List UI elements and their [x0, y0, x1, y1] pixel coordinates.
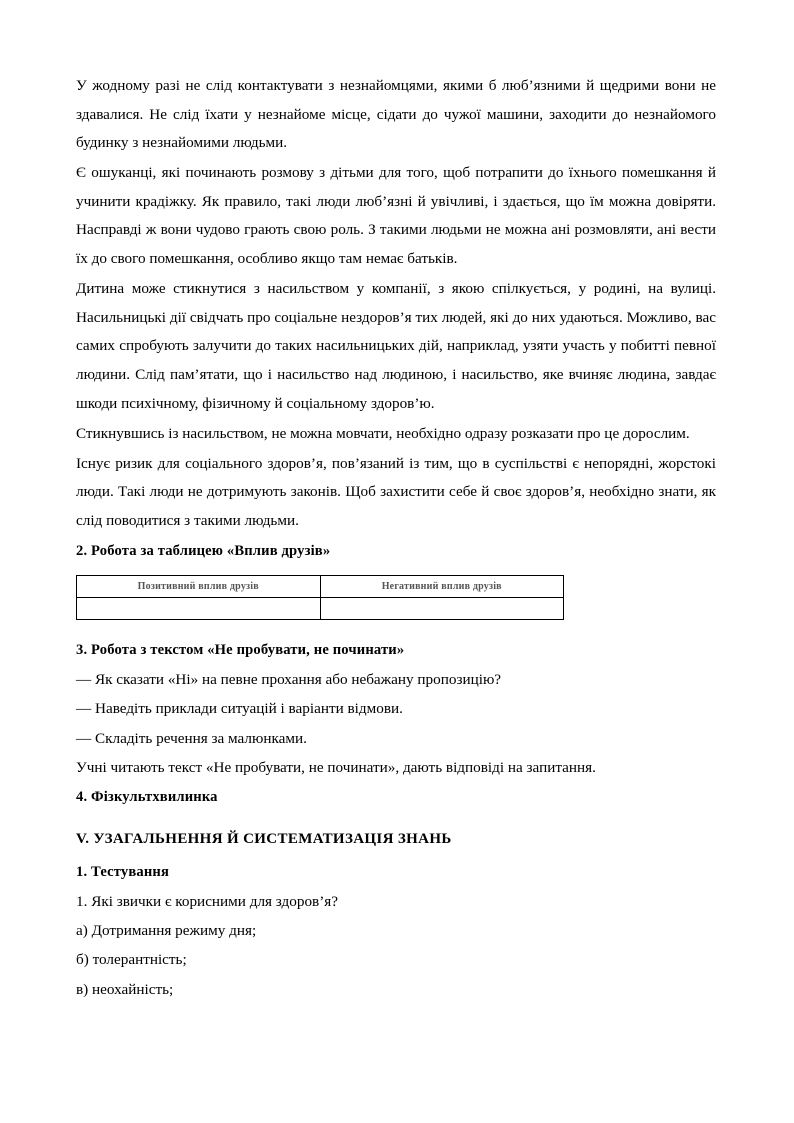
test-option: в) неохайність;: [76, 980, 174, 998]
table-header-row: [77, 576, 564, 598]
table-header-negative: Негативний вплив друзів: [320, 576, 564, 598]
section-2-heading: 2. Робота за таблицею «Вплив друзів»: [76, 543, 331, 559]
table-cell-negative: [320, 598, 564, 620]
paragraph: Стикнувшись із насильством, не можна мовчати, необхідно одразу розказати про це дорослим.: [76, 424, 690, 442]
testing-subheading: 1. Тестування: [76, 863, 170, 880]
section-3-heading: 3. Робота з текстом «Не пробувати, не починати»: [76, 642, 405, 658]
question-line: — Як сказати «Ні» на певне прохання або небажану пропозицію?: [76, 671, 502, 688]
section-5-heading: V. УЗАГАЛЬНЕННЯ Й СИСТЕМАТИЗАЦІЯ ЗНАНЬ: [76, 830, 452, 847]
body-line: Учні читають текст «Не пробувати, не починати», дають відповіді на запитання.: [76, 759, 596, 777]
test-option: б) толерантність;: [76, 951, 187, 969]
document-page: [76, 72, 716, 1004]
paragraph: Є ошуканці, які починають розмову з дітьми для того, щоб потрапити до їхнього помешкання й учинити крадіжку. Як правило, такі люди люб’язні й увічливі, і здається, що їм можна довіряти. Насправді ж вони чудово грають свою роль. З такими людьми не можна ані розмовляти, ані вести їх до свого помешкання, особливо якщо там немає батьків.: [76, 164, 716, 268]
friends-influence-table: [76, 575, 564, 620]
table-row: [77, 598, 564, 620]
question-line: — Наведіть приклади ситуацій і варіанти відмови.: [76, 700, 403, 718]
paragraph: Існує ризик для соціального здоров’я, пов’язаний із тим, що в суспільстві є непорядні, жорстокі люди. Такі люди не дотримують законів. Щоб захистити себе й своє здоров’я, необхідно знати, як слід поводитися з такими людьми.: [76, 454, 716, 529]
paragraph: У жодному разі не слід контактувати з незнайомцями, якими б люб’язними й щедрими вони не здавалися. Не слід їхати у незнайоме місце, сідати до чужої машини, заходити до незнайомого будинку з незнайомими людьми.: [76, 77, 716, 152]
table-header-positive: Позитивний вплив друзів: [77, 576, 321, 598]
paragraph: Дитина може стикнутися з насильством у компанії, з якою спілкується, у родині, на вулиці. Насильницькі дії свідчать про соціальне нездоров’я тих людей, які до них удаються. Можливо, вас самих спробують залучити до таких насильницьких дій, наприклад, узяти участь у побитті певної людини. Слід пам’ятати, що і насильство над людиною, і насильство, яке вчиняє людина, завдає шкоди психічному, фізичному й соціальному здоров’ю.: [76, 280, 716, 412]
test-option: а) Дотримання режиму дня;: [76, 922, 257, 940]
section-4-heading: 4. Фізкультхвилинка: [76, 788, 218, 805]
test-question: 1. Які звички є корисними для здоров’я?: [76, 892, 338, 910]
table-cell-positive: [77, 598, 321, 620]
question-line: — Складіть речення за малюнками.: [76, 729, 307, 747]
